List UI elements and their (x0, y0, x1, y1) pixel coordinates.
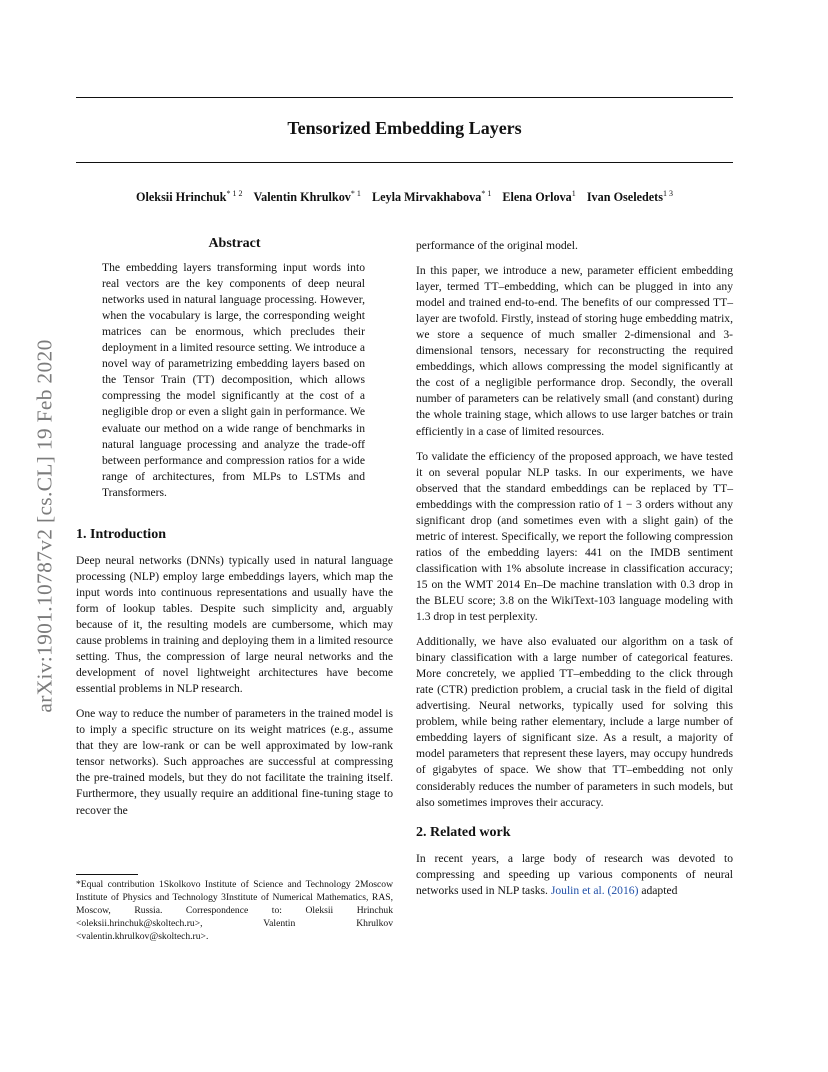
author (372, 190, 491, 204)
related-work-paragraph (416, 851, 733, 899)
right-column (416, 238, 733, 908)
author-name: Leyla Mirvakhabova (371, 190, 482, 205)
introduction-paragraph-3: In this paper, we introduce a new, parameter efficient embedding layer, termed TT–embedding, which can be plugged in into any model and trained end-to-end. The benefits of our compressed TT–layer are twofold. Firstly, instead of storing huge embedding matrix, we store a sequence of much smaller 2-dimensional and 3-dimensional tensors, necessary for reconstructing the required embeddings, which allows compressing the model significantly at the cost of a negligible performance drop. Secondly, the overall number of parameters can be relatively small (and constant) during the whole training stage, which allows to use larger batches or train efficiently in a case of limited resources. (416, 264, 733, 438)
author-affiliation-marks: * 1 2 (226, 189, 243, 198)
related-work-text-after: adapted (641, 883, 678, 897)
introduction-paragraph-5: Additionally, we have also evaluated our algorithm on a task of binary classification with a large number of categorical features. More concretely, we applied TT–embedding to the click through rate (CTR) prediction problem, a crucial task in the field of digital advertising. Neural networks, typically used for solving this problem, while being rather elementary, include a large number of embedding layers of significant size. As a result, a majority of model parameters that represent these layers, may occupy hundreds of gigabytes of space. We show that TT–embedding not only considerably reduces the number of parameters in such models, but also sometimes improves their accuracy. (416, 635, 733, 809)
abstract-heading: Abstract (208, 236, 261, 251)
introduction-paragraph-4: To validate the efficiency of the proposed approach, we have tested it on several popular NLP tasks. In our experiments, we have observed that the standard embeddings can be replaced by TT–embeddings with the compression ratio of 1 − 3 orders without any significant drop (and sometimes even with a slight gain) of the metric of interest. Specifically, we report the following compression ratios of the embedding layers: 441 on the IMDB sentiment classification with 1% absolute increase in classification accuracy; 15 on the WMT 2014 En–De machine translation with 0.3 drop in the BLEU score; 3.8 on the WikiText-103 language modeling with 1.3 drop in test perplexity. (416, 449, 733, 624)
related-work-heading: 2. Related work (416, 824, 511, 840)
author (502, 190, 575, 204)
footnote (76, 874, 393, 943)
left-column (76, 236, 393, 828)
author-affiliation-marks: 1 3 (662, 189, 673, 198)
citation-link[interactable]: Joulin et al. (2016) (550, 883, 639, 897)
author-affiliation-marks: * 1 (350, 189, 361, 198)
author-list (76, 189, 733, 205)
author-affiliation-marks: * 1 (481, 189, 492, 198)
author (587, 190, 673, 204)
author-name: Ivan Oseledets (586, 190, 663, 205)
author (136, 190, 242, 204)
footnote-rule (76, 874, 138, 875)
introduction-heading: 1. Introduction (76, 526, 166, 542)
title-rule-top (76, 97, 733, 98)
introduction-paragraph-2-continued: performance of the original model. (416, 239, 578, 252)
author-affiliation-marks: 1 (571, 189, 576, 198)
abstract-text: The embedding layers transforming input words into real vectors are the key components of deep neural networks used in natural language processing. However, when the vocabulary is large, the corresponding weight matrices can be enormous, which precludes their deployment in a limited resource setting. We introduce a novel way of parametrizing embedding layers based on the Tensor Train (TT) decomposition, which allows compressing the model significantly at the cost of a negligible drop or even a slight gain in performance. We evaluate our method on a wide range of benchmarks in natural language processing and analyze the trade-off between performance and compression ratios for a wide range of architectures, from MLPs to LSTMs and Transformers. (102, 261, 365, 499)
title-rule-bottom (76, 162, 733, 163)
paper-title: Tensorized Embedding Layers (287, 118, 522, 138)
author-name: Oleksii Hrinchuk (136, 190, 227, 205)
author-name: Elena Orlova (502, 190, 572, 205)
author-name: Valentin Khrulkov (253, 190, 351, 205)
introduction-paragraph-1: Deep neural networks (DNNs) typically used in natural language processing (NLP) employ large embeddings layers, which map the input words into continuous representations and usually have the form of lookup tables. Despite such simplicity and, arguably because of it, the resulting models are cumbersome, which may cause problems in training and deploying them in a limited resource setting. Thus, the compression of large neural networks and the development of novel lightweight architectures have become essential problems in NLP research. (76, 553, 393, 696)
related-work-text: In recent years, a large body of research was devoted to compressing and speeding up various components of neural networks used in NLP tasks. (416, 851, 733, 897)
footnote-text: *Equal contribution 1Skolkovo Institute of Science and Technology 2Moscow Institute of Physics and Technology 3Institute of Numerical Mathematics, RAS, Moscow, Russia. Correspondence to: Oleksii Hrinchuk <oleksii.hrinchuk@skoltech.ru>, Valentin Khrulkov <valentin.khrulkov@skoltech.ru>. (76, 879, 393, 943)
author (253, 190, 360, 204)
introduction-paragraph-2: One way to reduce the number of parameters in the trained model is to imply a specific structure on its weight matrices (e.g., assume that they are low-rank or can be well approximated by low-rank tensor networks). Such approaches are successful at compressing the pre-trained models, but they do not facilitate the training itself. Furthermore, they usually require an additional fine-tuning stage to recover the (76, 707, 393, 817)
arxiv-sidebar-stamp: arXiv:1901.10787v2 [cs.CL] 19 Feb 2020 (32, 339, 57, 713)
